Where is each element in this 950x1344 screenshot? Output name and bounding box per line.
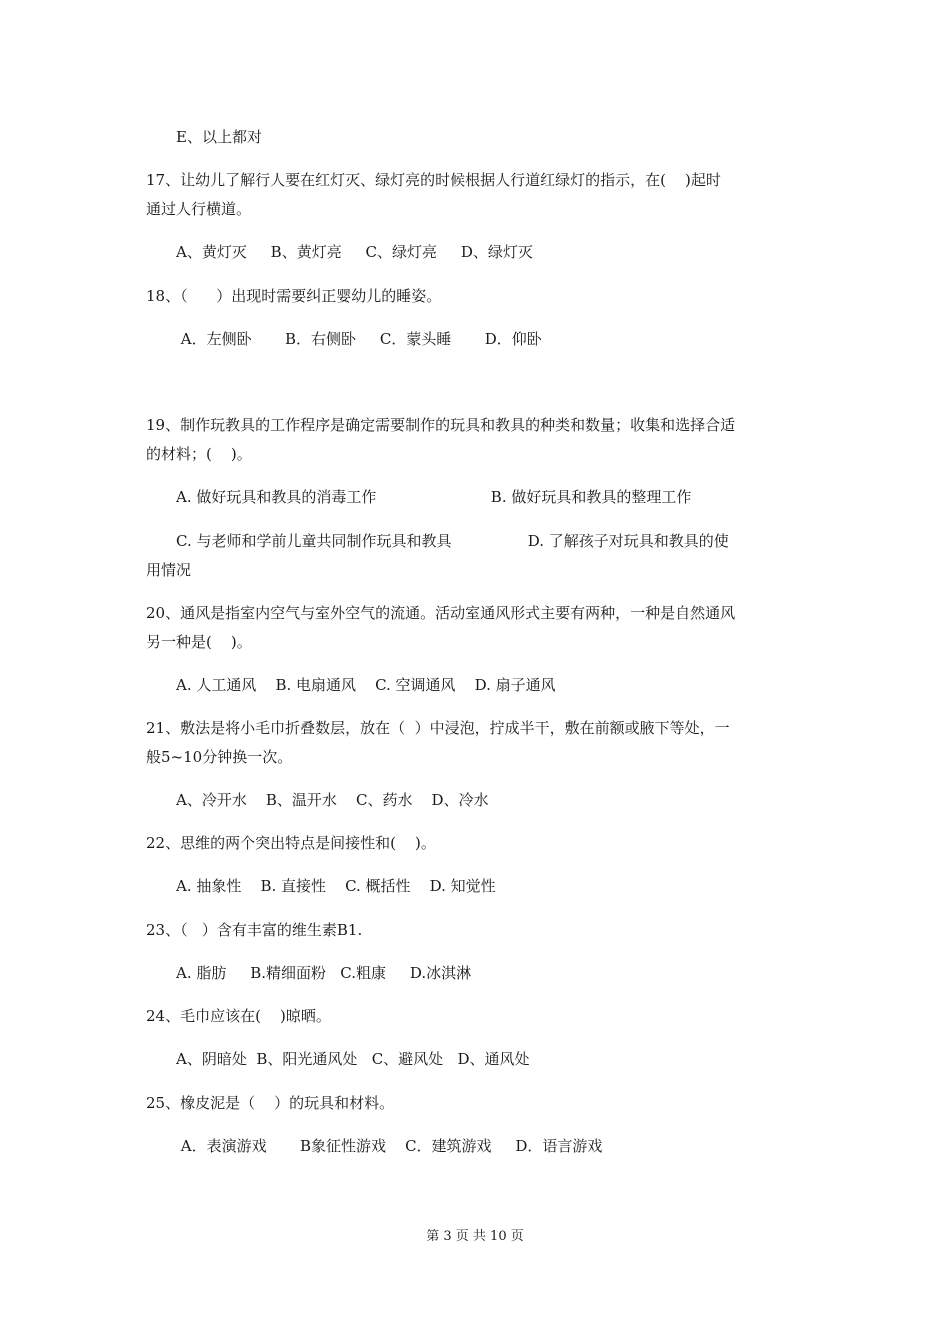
q21-stem-line2: 般5~10分钟换一次。 [146, 748, 293, 766]
q19-options-ab: A. 做好玩具和教具的消毒工作 B. 做好玩具和教具的整理工作 [176, 488, 692, 506]
q21-stem-line1: 21、敷法是将小毛巾折叠数层，放在（ ）中浸泡，拧成半干，敷在前额或腋下等处，一 [146, 719, 730, 737]
q19-stem-line2: 的材料；( )。 [146, 445, 252, 463]
q25-stem: 25、橡皮泥是（ ）的玩具和材料。 [146, 1094, 395, 1112]
q19-stem-line1: 19、制作玩教具的工作程序是确定需要制作的玩具和教具的种类和数量；收集和选择合适 [146, 416, 736, 434]
q20-stem-line1: 20、通风是指室内空气与室外空气的流通。活动室通风形式主要有两种，一种是自然通风 [146, 604, 736, 622]
q24-options: A、阴暗处 B、阳光通风处 C、避风处 D、通风处 [176, 1050, 530, 1068]
q24-stem: 24、毛巾应该在( )晾晒。 [146, 1007, 331, 1025]
q17-stem-line1: 17、让幼儿了解行人要在红灯灭、绿灯亮的时候根据人行道红绿灯的指示，在( )起时 [146, 171, 721, 189]
q21-options: A、冷开水 B、温开水 C、药水 D、冷水 [176, 791, 489, 809]
q19-options-cd-cont: 用情况 [146, 561, 192, 579]
page-footer: 第 3 页 共 10 页 [426, 1229, 524, 1244]
q16-option-e: E、以上都对 [176, 128, 262, 146]
q22-stem: 22、思维的两个突出特点是间接性和( )。 [146, 834, 436, 852]
q19-options-cd: C. 与老师和学前儿童共同制作玩具和教具 D. 了解孩子对玩具和教具的使 [176, 532, 729, 550]
q20-stem-line2: 另一种是( )。 [146, 633, 252, 651]
q18-stem: 18、（ ）出现时需要纠正婴幼儿的睡姿。 [146, 287, 442, 305]
q23-stem: 23、（ ）含有丰富的维生素B1. [146, 921, 363, 939]
q17-stem-line2: 通过人行横道。 [146, 200, 252, 218]
q18-options: A．左侧卧 B．右侧卧 C．蒙头睡 D．仰卧 [176, 330, 542, 348]
q25-options: A．表演游戏 B象征性游戏 C．建筑游戏 D．语言游戏 [176, 1137, 603, 1155]
q23-options: A. 脂肪 B.精细面粉 C.粗康 D.冰淇淋 [176, 964, 472, 982]
q20-options: A. 人工通风 B. 电扇通风 C. 空调通风 D. 扇子通风 [176, 676, 556, 694]
q22-options: A. 抽象性 B. 直接性 C. 概括性 D. 知觉性 [176, 877, 496, 895]
q17-options: A、黄灯灭 B、黄灯亮 C、绿灯亮 D、绿灯灭 [176, 243, 533, 261]
